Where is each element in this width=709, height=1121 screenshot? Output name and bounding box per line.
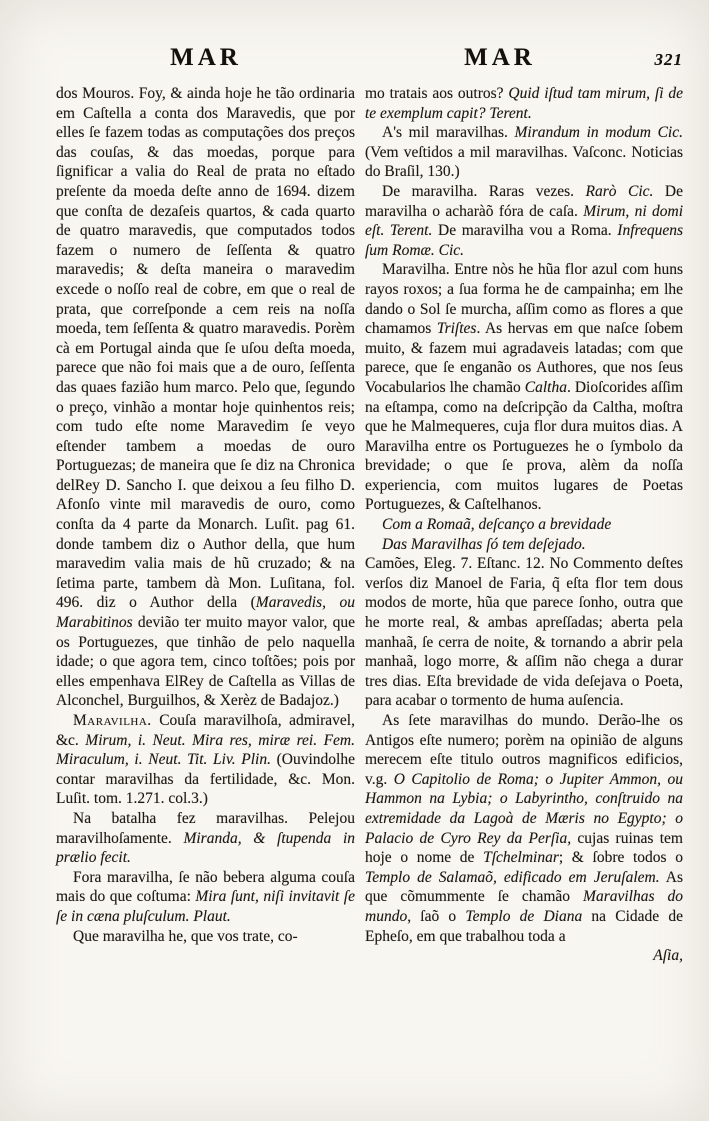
text-segment: De maravilha o acharàõ fóra de caſa. xyxy=(365,182,683,220)
text-segment: De maravilha vou a Roma. xyxy=(432,222,618,240)
text-segment: Templo de Salamaõ, edificado em Jeruſalem. xyxy=(365,868,660,886)
text-segment: Mirum, i. Neut. Mira res, miræ rei. Fem. Miraculum, i. Neut. Tit. Liv. Plin. xyxy=(56,731,355,769)
text-segment: mo tratais aos outros? xyxy=(365,85,509,102)
running-head-left: MAR xyxy=(170,44,242,71)
text-segment: (Vem veſtidos a mil maravilhas. Vaſconc. Noticias do Braſil, 130.) xyxy=(365,143,683,181)
text-columns xyxy=(0,84,709,966)
paragraph xyxy=(365,260,683,515)
text-segment: ; & ſobre todos o xyxy=(558,849,683,867)
text-segment: Maravilha. xyxy=(73,712,152,729)
text-segment: As ſete maravilhas do mundo. Derão-lhe os Antigos eſte numero; porèm na opinião de alguns merecem eſte titulo outros magnificos edificios, v.g. xyxy=(365,712,683,788)
paragraph xyxy=(365,84,683,123)
text-segment: Mirandum in modum Cic. xyxy=(514,124,683,142)
text-segment: Maravilhas do mundo xyxy=(365,888,683,925)
text-segment: Rarò Cic. xyxy=(585,182,654,200)
text-segment: A's mil maravilhas. xyxy=(382,124,515,142)
text-segment: Triſtes xyxy=(436,320,477,338)
text-segment: Templo de Diana xyxy=(465,907,583,925)
text-segment: Das Maravilhas ſó tem deſejado. xyxy=(382,535,586,553)
text-segment: Caltha xyxy=(524,378,567,396)
paragraph xyxy=(365,711,683,946)
text-segment: Infrequens ſum Romæ. Cic. xyxy=(365,222,683,259)
text-column-left xyxy=(56,84,355,966)
text-segment: Miranda, & ſtupenda in prælio fecit. xyxy=(56,829,355,867)
text-segment: De maravilha. Raras vezes. xyxy=(382,182,586,200)
text-column-right xyxy=(365,84,683,966)
running-head-right: MAR xyxy=(464,44,536,71)
text-segment: cujas ruinas tem hoje o nome de xyxy=(365,829,683,867)
text-segment: Fora maravilha, ſe não bebera alguma couſa mais do que coſtuma: xyxy=(56,868,355,906)
text-segment: Mira ſunt, niſi invitavit ſe ſe in cæna pluſculum. Plaut. xyxy=(56,888,355,925)
text-segment: dos Mouros. Foy, & ainda hoje he tão ordinaria em Caſtella a conta dos Maravedis, que por elles ſe fazem todas as computações dos preços das couſas, & das moedas, porque para ſignificar a valia do Real de prata no eſtado preſente da moeda deſte anno de 1694. dizem que conſta de dezaſeis quartos, & cada quarto de quatro maravedis, que computados todos fazem o numero de ſeſſenta & quatro maravedis; & deſta maneira o maravedim excede o noſſo real de cobre, em que o real de prata, que correſponde a cem reis na noſſa moeda, tem ſeſſenta & quatro maravedis. Porèm cà em Portugal ainda que ſe uſou deſta moeda, parece que não foi mais que a de ouro, ſeſſenta das quaes fazião hum marco. Pelo que, ſegundo o preço, vinhão a montar hoje quinhentos reis; com tudo eſte nome Maravedim ſe veyo eſtender tambem a moedas de ouro Portuguezas; de maneira que ſe diz na Chronica delRey D. Sancho I. que deixou a ſeu filho D. Afonſo vinte mil maravedis de ouro, como conſta da 4 parte da Monarch. Luſit. pag 61. donde tambem diz o Author della, que hum maravedim valia mais de hũ cruzado; & na ſetima parte, tambem dà Mon. Luſitana, fol. 496. diz o Author della ( xyxy=(56,85,355,612)
paragraph xyxy=(56,868,355,927)
page-header xyxy=(0,0,709,84)
text-segment: . As hervas em que naſce ſobem muito, & fazem mui agradaveis latadas; com que parece, que ſe enganão os Authores, que nos ſeus Vocabularios lhe chamão xyxy=(365,320,683,396)
text-segment: O Capitolio de Roma; o Jupiter Ammon, ou Hammon na Lybia; o Labyrintho, conſtruido na extremidade da Lagoà de Mæris no Egypto; o Palacio de Cyro Rey da Perſia, xyxy=(365,770,683,847)
verse-line xyxy=(365,515,683,535)
text-segment: devião ter muito mayor valor, que os Portuguezes, que tinhão de pelo naquella idade; o que agora tem, cinco toſtões; pois por elles empenhava ElRey de Caſtella as Villas de Alconchel, Burguilhos, & Xerèz de Badajoz.) xyxy=(56,614,355,710)
text-segment: Camões, Eleg. 7. Eſtanc. 12. No Commento deſtes verſos diz Manoel de Faria, q̃ eſta flor tem dous modos de morte, hũa que parece ſonho, outra que he morte real, & ambas apreſſadas; aberta pela manhaã, ſe cerra de noite, & tornando a abrir pela manhaã, logo morre, & aſſim não chega a durar tres dias. Eſta brevidade de vida deſejava o Poeta, para acabar o tormento de huma auſencia. xyxy=(365,555,683,710)
text-segment: Couſa maravilhoſa, admiravel, &c. xyxy=(56,712,355,749)
paragraph xyxy=(56,927,355,947)
text-segment: Aſia, xyxy=(653,947,683,965)
paragraph xyxy=(56,711,355,809)
page-number: 321 xyxy=(654,50,683,69)
paragraph xyxy=(56,84,355,711)
text-segment: Na batalha fez maravilhas. Pelejou maravilhoſamente. xyxy=(56,809,355,847)
catchword xyxy=(365,946,683,966)
text-segment: , ſaõ o xyxy=(407,907,466,925)
text-segment: na Cidade de Epheſo, em que trabalhou toda a xyxy=(365,907,683,945)
text-segment: Com a Romaã, deſcanço a brevidade xyxy=(382,516,612,534)
paragraph xyxy=(365,123,683,182)
text-segment: Tſchelminar xyxy=(483,849,559,867)
text-segment: . Dioſcorides aſſim na eſtampa, como na deſcripção da Caltha, moſtra que he Malmequeres, cuja flor dura muitos dias. A Maravilha entre os Portuguezes he o ſymbolo da brevidade; o que ſe prova, alèm da noſſa experiencia, com muitos lugares de Poetas Portuguezes, & Caſtelhanos. xyxy=(365,378,684,514)
text-segment: Maravilha. Entre nòs he hũa flor azul com huns rayos roxos; a ſua forma he de campainha; em lhe dando o Sol ſe murcha, aſſim como as flores a que chamamos xyxy=(365,261,683,338)
paragraph xyxy=(365,554,683,711)
verse-line xyxy=(365,535,683,555)
text-segment: (Ouvindolhe contar maravilhas da fertilidade, &c. Mon. Luſit. tom. 1.271. col.3.) xyxy=(56,751,355,808)
text-segment: Quid iſtud tam mirum, ſi de te exemplum capit? Terent. xyxy=(365,85,683,122)
paragraph xyxy=(365,182,683,260)
text-segment: As que cõmummente ſe chamão xyxy=(365,868,683,906)
text-segment: Maravedis, ou Marabitinos xyxy=(56,594,355,632)
text-segment: Que maravilha he, que vos trate, co- xyxy=(73,927,298,945)
paragraph xyxy=(56,809,355,868)
text-segment: Mirum, ni domi eſt. Terent. xyxy=(365,202,683,240)
